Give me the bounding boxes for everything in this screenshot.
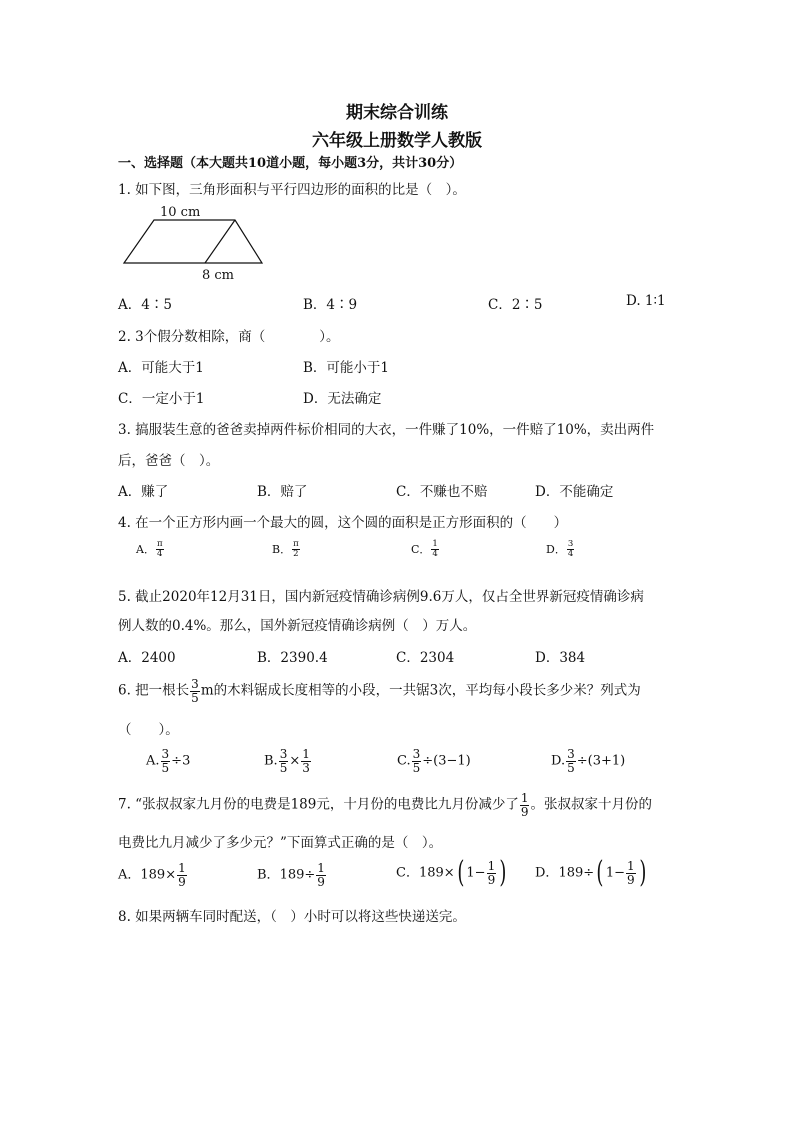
q5-option-b[interactable]: B．2390.4 [257,650,328,666]
denominator: 4 [157,548,163,559]
left-paren: ( [596,855,604,890]
option-letter: A． [136,542,155,556]
q4-option-b[interactable] [272,540,301,559]
numerator: 1 [627,858,635,873]
denominator: 4 [567,548,574,559]
question-6-line-2: （ ）。 [118,722,179,738]
denominator: 5 [412,760,421,775]
question-3-line-1: 3. 搞服装生意的爸爸卖掉两件标价相同的大衣，一件赚了10%，一件赔了10%，卖出两件 [118,422,655,438]
expression: 189× [418,865,455,881]
q6-option-b[interactable] [264,748,312,774]
numerator: 1 [432,539,438,549]
section-heading: 一、选择题（本大题共10道小题，每小题3分，共计30分） [118,156,463,171]
q7-option-a[interactable] [118,862,188,888]
option-letter: D． [546,542,566,556]
parallelogram-shape [124,220,262,263]
numerator: 1 [178,861,186,875]
fraction [520,792,530,818]
question-7-line-1 [118,792,652,818]
q1-option-a[interactable]: A．4∶5 [118,297,172,313]
fraction [412,748,422,774]
q2-option-c[interactable]: C．一定小于1 [118,391,205,407]
denominator: 3 [302,760,310,775]
q1-option-c[interactable]: C．2∶5 [488,297,543,313]
numerator: π [293,539,299,549]
fraction [190,678,200,704]
expression-rest: ÷(3−1) [422,753,471,769]
q6-pre-text: 6. 把一根长 [118,682,190,699]
denominator: 9 [178,874,186,889]
numerator: 3 [567,747,575,761]
numerator: 1 [520,791,529,805]
option-letter: B. [264,753,278,769]
option-letter: D． [535,865,559,881]
denominator: 9 [317,874,325,889]
expression: 189÷ [279,867,316,883]
numerator: 3 [161,747,170,761]
denominator: 5 [279,760,288,775]
option-letter: A． [118,867,141,883]
q1-option-b[interactable]: B．4∶9 [303,297,358,313]
q5-option-c[interactable]: C．2304 [396,650,455,666]
numerator: 3 [412,747,421,761]
q2-option-a[interactable]: A．可能大于1 [118,360,204,376]
q2-option-d[interactable]: D．无法确定 [303,391,382,407]
fraction [566,748,576,774]
numerator: 1 [302,747,310,761]
option-letter: A. [146,753,160,769]
option-letter: C. [397,753,411,769]
question-4-text: 4. 在一个正方形内画一个最大的圆，这个圆的面积是正方形面积的（ ） [118,515,568,531]
q3-option-a[interactable]: A．赚了 [118,484,169,500]
option-letter: C． [396,865,419,881]
fraction [567,540,574,559]
q5-option-d[interactable]: D．384 [535,650,586,666]
question-7-line-2: 电费比九月减少了多少元？”下面算式正确的是（ ）。 [118,835,443,851]
diagonal-line [205,220,235,263]
left-paren: ( [457,855,465,890]
denominator: 9 [487,872,496,887]
q4-option-c[interactable] [411,540,440,559]
denominator: 2 [293,548,299,559]
q4-option-a[interactable] [136,540,165,559]
q7-option-c[interactable] [396,855,509,890]
q7-pre-text: 7. “张叔叔家九月份的电费是189元，十月份的电费比九月份减少了 [118,796,519,813]
q6-option-d[interactable] [551,748,625,774]
q6-option-c[interactable] [397,748,471,774]
inner-expression: 1− [466,865,486,881]
inner-expression: 1− [605,865,626,881]
denominator: 5 [161,760,170,775]
expression-rest: ÷(3+1) [576,753,626,769]
question-3-line-2: 后，爸爸（ ）。 [118,453,220,469]
option-letter: C． [411,542,431,556]
question-5-line-1: 5. 截止2020年12月31日，国内新冠疫情确诊病例9.6万人，仅占全世界新冠疫情确诊病 [118,589,644,605]
q6-option-a[interactable] [146,748,190,774]
fraction [316,862,326,888]
q4-option-d[interactable] [546,540,575,559]
question-5-line-2: 例人数的0.4%。那么，国外新冠疫情确诊病例（ ）万人。 [118,618,477,634]
q7-option-d[interactable] [535,855,648,890]
q7-option-b[interactable] [257,862,327,888]
numerator: 3 [567,539,574,549]
top-length-label: 10 cm [160,205,201,220]
q3-option-d[interactable]: D．不能确定 [535,484,614,500]
fraction [431,540,438,559]
denominator: 5 [191,690,199,705]
expression-rest: ÷3 [171,753,191,769]
numerator: 1 [317,861,325,875]
fraction [177,862,187,888]
option-letter: B． [272,542,292,556]
option-letter: B． [257,867,280,883]
q2-option-b[interactable]: B．可能小于1 [303,360,390,376]
denominator: 5 [567,760,575,775]
fraction [279,748,289,774]
bottom-length-label: 8 cm [202,268,235,283]
q6-post-text: m的木料锯成长度相等的小段，一共锯3次，平均每小段长多少米？列式为 [200,682,641,699]
q3-option-b[interactable]: B．赔了 [257,484,308,500]
fraction [156,540,164,559]
numerator: 3 [191,677,199,691]
fraction [161,748,171,774]
question-6-line-1 [118,678,641,704]
parallelogram-figure [120,200,270,284]
question-8-text: 8. 如果两辆车同时配送，（ ）小时可以将这些快递送完。 [118,909,466,925]
right-paren: ) [639,855,647,890]
option-letter: D. [551,753,566,769]
fraction [626,860,636,886]
q3-option-c[interactable]: C．不赚也不赔 [396,484,488,500]
fraction [301,748,311,774]
fraction [487,860,497,886]
denominator: 4 [432,548,438,559]
expression: 189× [140,867,177,883]
page-subtitle: 六年级上册数学人教版 [312,131,482,151]
q1-option-d[interactable]: D. 1∶1 [626,293,666,309]
right-paren: ) [499,855,507,890]
denominator: 9 [627,872,635,887]
question-2-text: 2. 3个假分数相除，商（ ）。 [118,329,340,345]
operator: × [289,753,301,769]
question-1-text: 1. 如下图，三角形面积与平行四边形的面积的比是（ ）。 [118,182,466,198]
denominator: 9 [520,804,529,819]
page-title: 期末综合训练 [346,103,448,123]
q5-option-a[interactable]: A．2400 [118,650,176,666]
fraction [292,540,300,559]
numerator: π [156,539,163,549]
numerator: 1 [487,858,496,873]
q7-post-text: 。张叔叔家十月份的 [530,796,652,813]
expression: 189÷ [558,865,595,881]
numerator: 3 [279,747,288,761]
